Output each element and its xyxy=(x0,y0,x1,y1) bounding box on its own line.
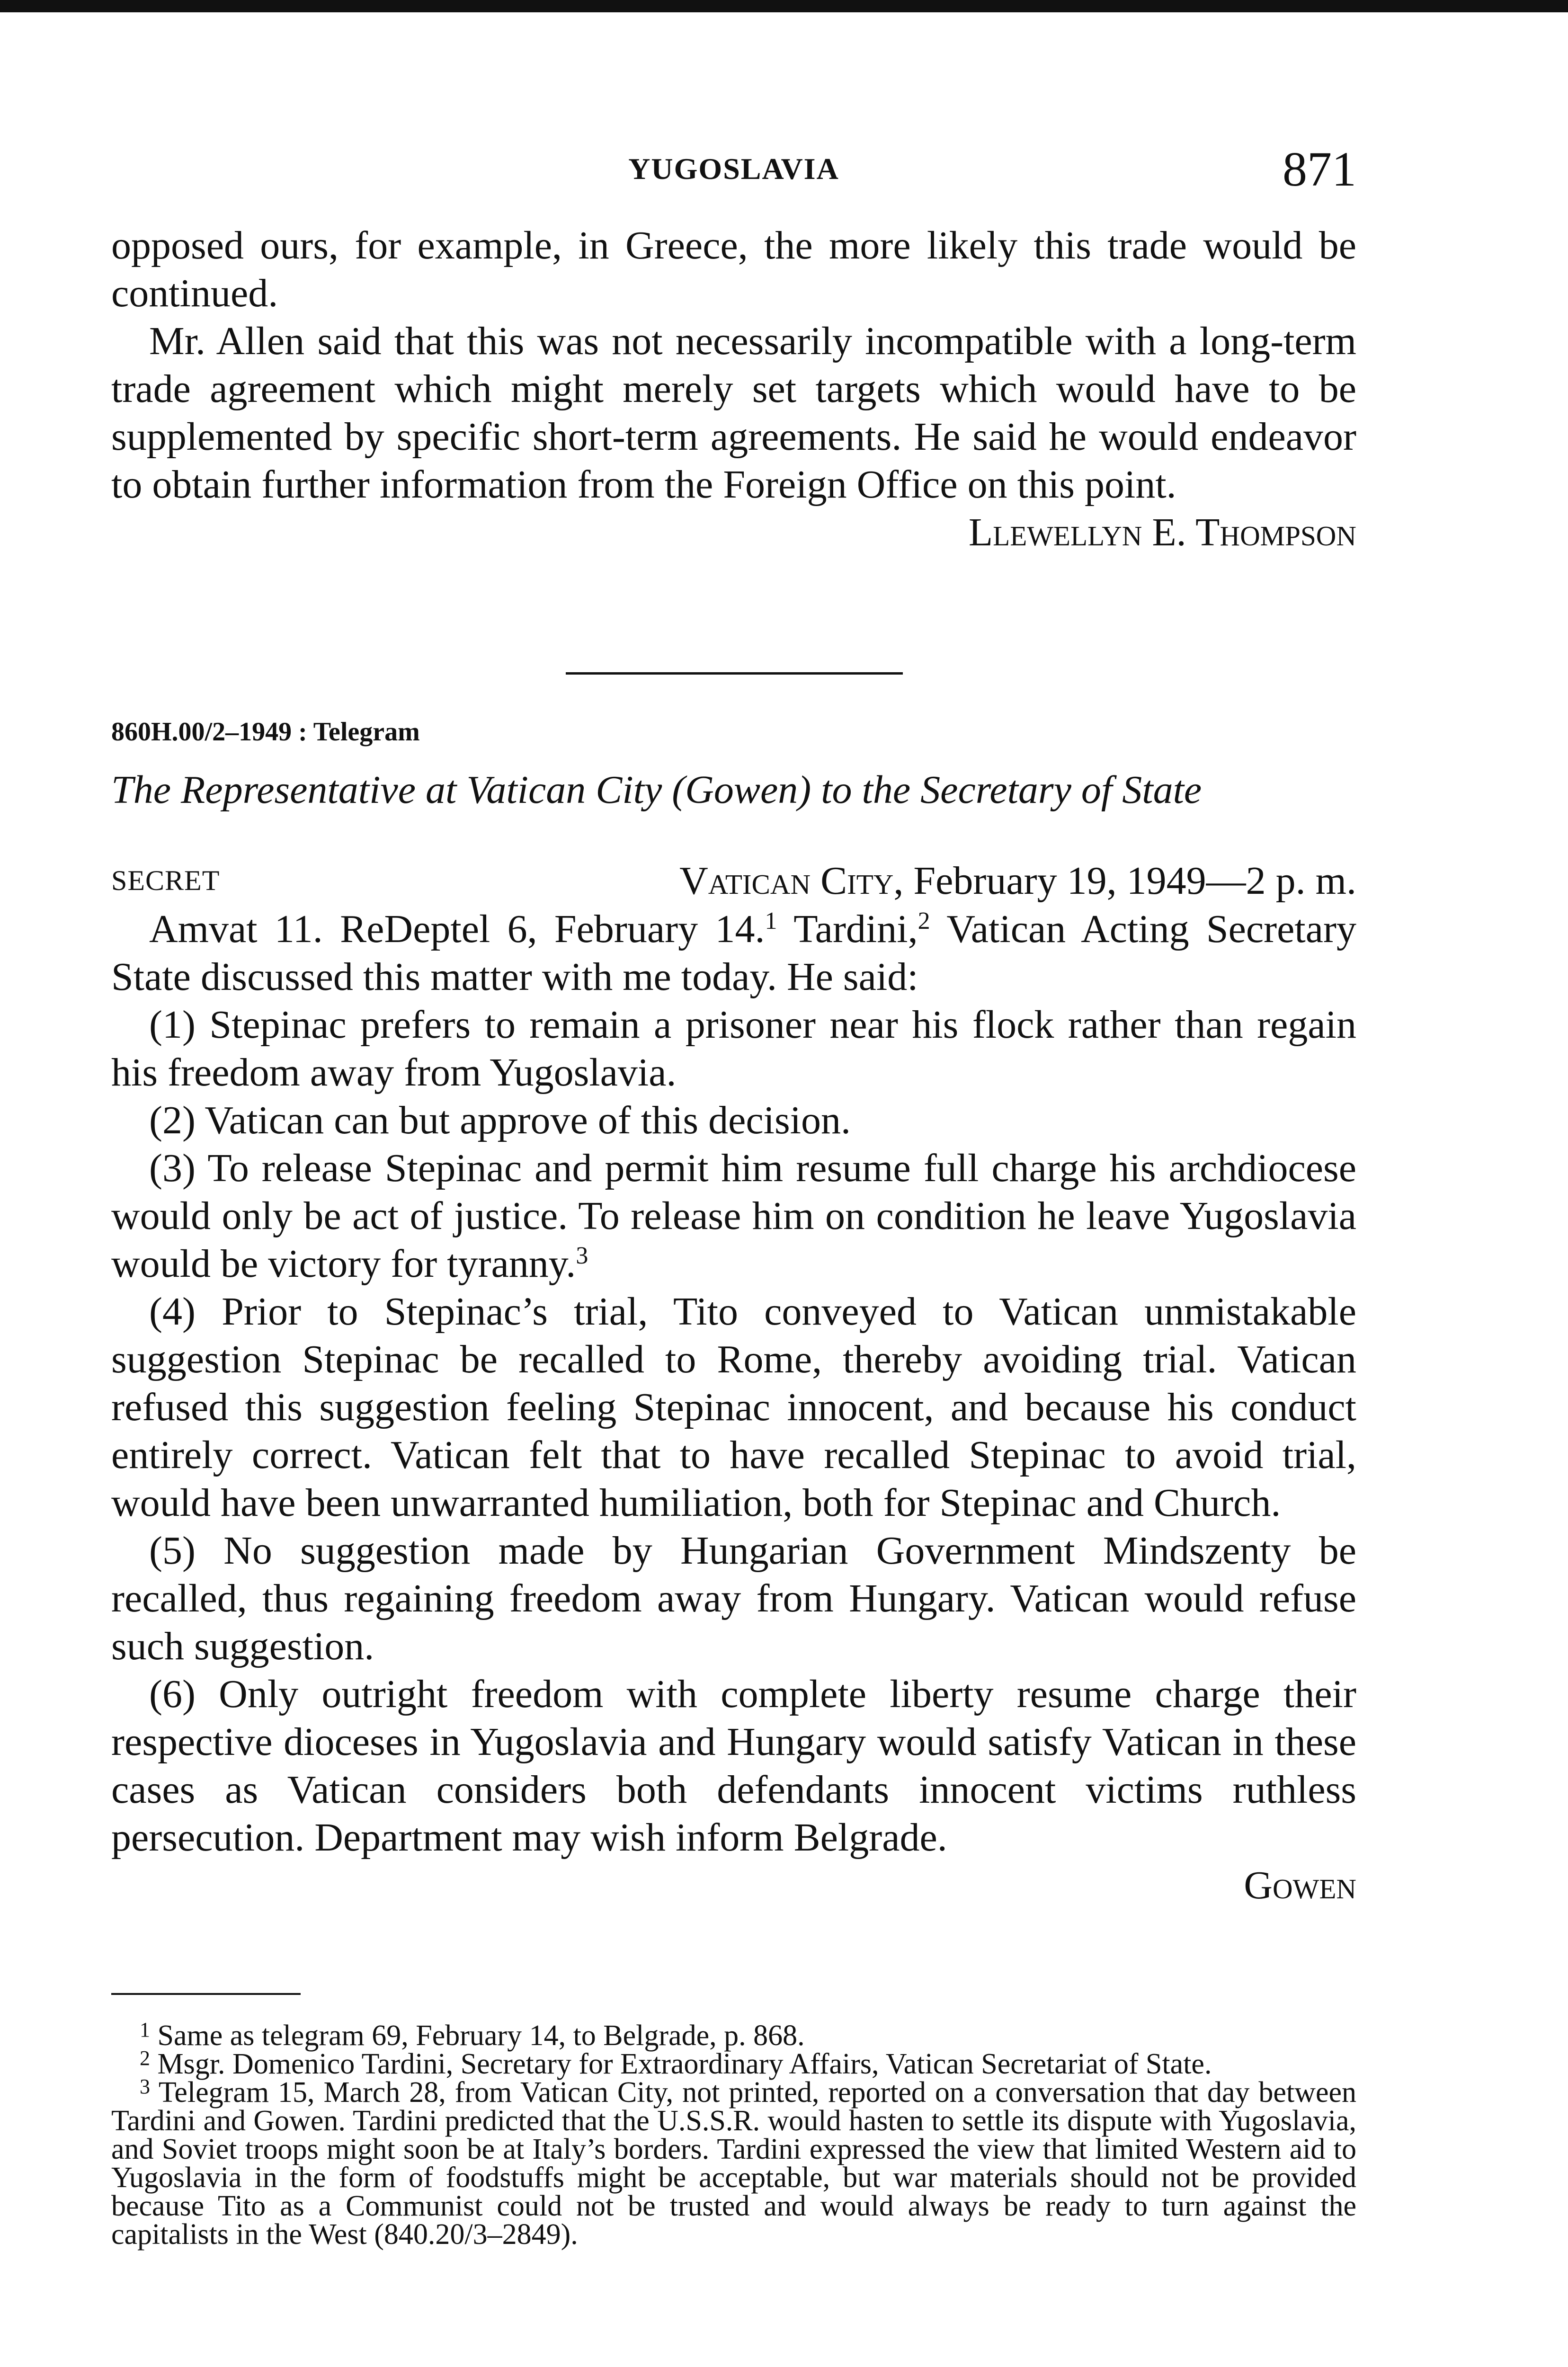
footnote-ref[interactable]: 1 xyxy=(765,908,777,934)
page-number: 871 xyxy=(1283,142,1356,196)
previous-document-continuation xyxy=(111,222,1356,556)
footnote-text: Telegram 15, March 28, from Vatican City, not printed, reported on a conversation that day between Tardini and Gowen. Tardini predicted that the U.S.S.R. would hasten to settle its dispute with Yugoslavia, and Soviet troops might soon be at Italy’s borders. Tardini expressed the view that limited Western aid to Yugoslavia in the form of foodstuffs might be acceptable, but war materials should not be provided because Tito as a Communist could not be trusted and would always be ready to turn against the capitalists in the West (840.20/3–2849). xyxy=(111,2076,1356,2251)
intro-text: Tardini, xyxy=(777,907,918,951)
footnote-ref[interactable]: 2 xyxy=(918,908,930,934)
footnote xyxy=(111,2047,1356,2080)
intro-paragraph xyxy=(111,905,1356,1001)
footnote xyxy=(111,2018,1356,2052)
signature: Gowen xyxy=(1244,1863,1356,1907)
telegram-header xyxy=(111,857,1356,905)
section-divider xyxy=(566,672,903,675)
item-text: (3) To release Stepinac and permit him resume full charge his archdiocese would only be act of justice. To release him on condition he leave Yugoslavia would be victory for tyranny. xyxy=(111,1146,1356,1286)
numbered-item: (6) Only outright freedom with complete liberty resume charge their respective dioceses in Yugoslavia and Hungary would satisfy Vatican in these cases as Vatican considers both defendants innocent victims ruthless persecution. Department may wish inform Belgrade. xyxy=(111,1672,1356,1860)
scan-top-border xyxy=(0,0,1568,12)
footnote xyxy=(111,2075,1356,2251)
footnote-mark: 3 xyxy=(140,2075,150,2098)
running-title: YUGOSLAVIA xyxy=(628,152,839,186)
dateline xyxy=(679,857,1356,905)
footnote-text: Same as telegram 69, February 14, to Belgrade, p. 868. xyxy=(157,2020,805,2052)
intro-text: Amvat 11. ReDeptel 6, February 14. xyxy=(149,907,765,951)
classification-label: SECRET xyxy=(111,865,220,896)
footnote-mark: 1 xyxy=(140,2018,150,2041)
footnote-mark: 2 xyxy=(140,2047,150,2070)
numbered-item xyxy=(111,1144,1356,1288)
dateline-place: Vatican City xyxy=(679,859,894,903)
footnote-ref[interactable]: 3 xyxy=(576,1242,588,1269)
running-head xyxy=(111,141,1356,196)
signature: Llewellyn E. Thompson xyxy=(968,510,1356,554)
footnote-text: Msgr. Domenico Tardini, Secretary for Extraordinary Affairs, Vatican Secretariat of State. xyxy=(157,2048,1212,2080)
document-title: The Representative at Vatican City (Gowen) to the Secretary of State xyxy=(111,768,1202,812)
telegram-body xyxy=(111,905,1356,1909)
paragraph: opposed ours, for example, in Greece, the more likely this trade would be continued. xyxy=(111,223,1356,315)
paragraph: Mr. Allen said that this was not necessarily incompatible with a long-term trade agreement which might merely set targets which would have to be supplemented by specific short-term agreements. He said he would endeavor to obtain further information from the Foreign Office on this point. xyxy=(111,319,1356,507)
footnote-rule xyxy=(111,1993,301,1995)
numbered-item: (5) No suggestion made by Hungarian Government Mindszenty be recalled, thus regaining freedom away from Hungary. Vatican would refuse such suggestion. xyxy=(111,1529,1356,1668)
file-reference: 860H.00/2–1949 : Telegram xyxy=(111,717,420,747)
numbered-item: (2) Vatican can but approve of this decision. xyxy=(149,1098,851,1142)
footnotes xyxy=(111,2018,1356,2251)
numbered-item: (1) Stepinac prefers to remain a prisoner near his flock rather than regain his freedom away from Yugoslavia. xyxy=(111,1003,1356,1095)
intro-text: Vatican Acting Secretary State discussed this matter with me today. He said: xyxy=(111,907,1357,999)
dateline-date: , February 19, 1949—2 p. m. xyxy=(893,859,1356,903)
numbered-item: (4) Prior to Stepinac’s trial, Tito conveyed to Vatican unmistakable suggestion Stepinac be recalled to Rome, thereby avoiding trial. Vatican refused this suggestion feeling Stepinac innocent, and because his conduct entirely correct. Vatican felt that to have recalled Stepinac to avoid trial, would have been unwarranted humiliation, both for Stepinac and Church. xyxy=(111,1290,1356,1525)
